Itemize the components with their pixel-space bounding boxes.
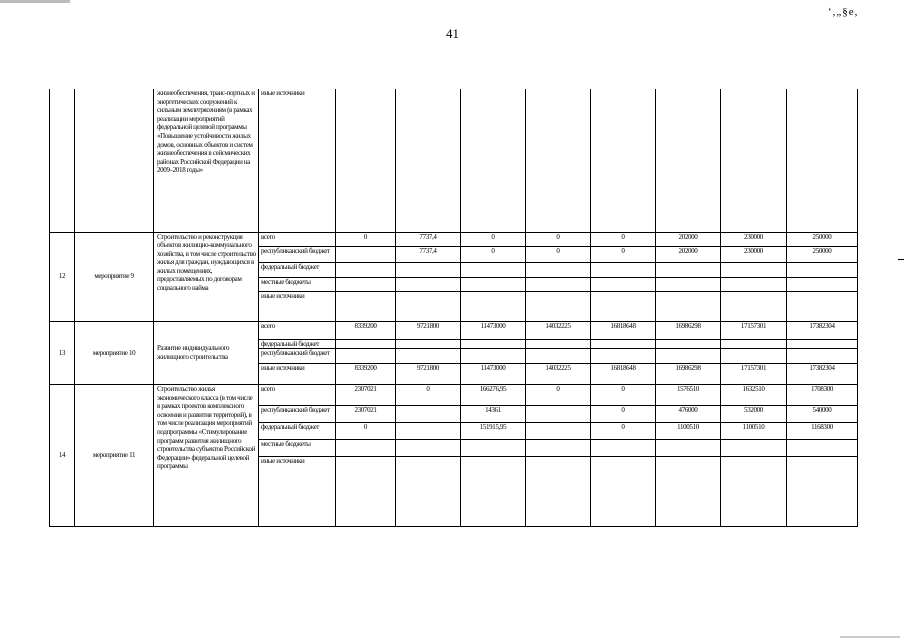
value-cell — [336, 349, 396, 364]
value-cell — [461, 89, 526, 232]
row-number-cell — [50, 89, 75, 232]
funding-source-cell: республиканский бюджет — [259, 246, 336, 262]
value-cell — [526, 89, 591, 232]
value-cell: 17382304 — [787, 321, 858, 339]
value-cell — [591, 349, 656, 364]
event-cell: мероприятие 9 — [75, 232, 154, 321]
value-cell: 9721800 — [396, 321, 461, 339]
value-cell — [526, 339, 591, 349]
value-cell — [526, 277, 591, 291]
description-cell: Строительство жилья экономического класса (в том числе в рамках проектов комплексного освоения и развития территорий), в том числе реализация мероприятий подпрограммы «Стимулирование программ развития жилищного строительства субъектов Российской Федерации» федеральной целевой программы — [154, 385, 259, 527]
value-cell — [396, 440, 461, 457]
value-cell: 11473000 — [461, 364, 526, 385]
description-cell: Развитие индивидуального жилищного строительства — [154, 321, 259, 385]
funding-source-cell: местные бюджеты — [259, 440, 336, 457]
value-cell — [336, 277, 396, 291]
value-cell: 7737,4 — [396, 246, 461, 262]
value-cell — [336, 339, 396, 349]
value-cell — [787, 291, 858, 321]
funding-source-cell: республиканский бюджет — [259, 349, 336, 364]
table-row — [50, 385, 858, 406]
value-cell — [461, 349, 526, 364]
value-cell — [721, 457, 787, 527]
funding-source-cell: федеральный бюджет — [259, 262, 336, 277]
value-cell — [591, 262, 656, 277]
value-cell: 151915,95 — [461, 423, 526, 440]
value-cell: 7737,4 — [396, 232, 461, 246]
value-cell: 476000 — [656, 406, 721, 423]
value-cell — [461, 339, 526, 349]
funding-source-cell: всего — [259, 385, 336, 406]
value-cell — [787, 262, 858, 277]
value-cell: 9721800 — [396, 364, 461, 385]
value-cell — [461, 262, 526, 277]
value-cell: 0 — [336, 423, 396, 440]
funding-source-cell: всего — [259, 232, 336, 246]
row-number-cell: 14 — [50, 385, 75, 527]
value-cell: 0 — [461, 246, 526, 262]
value-cell: 0 — [336, 232, 396, 246]
value-cell — [396, 89, 461, 232]
value-cell: 8339200 — [336, 321, 396, 339]
value-cell — [526, 349, 591, 364]
value-cell: 0 — [396, 385, 461, 406]
funding-source-cell: всего — [259, 321, 336, 339]
value-cell — [656, 89, 721, 232]
value-cell: 0 — [591, 406, 656, 423]
value-cell — [336, 246, 396, 262]
value-cell — [591, 277, 656, 291]
value-cell — [396, 406, 461, 423]
table-row — [50, 89, 858, 232]
value-cell: 11473000 — [461, 321, 526, 339]
scan-smudge-bottom — [840, 636, 900, 638]
value-cell — [591, 339, 656, 349]
value-cell: 230000 — [721, 232, 787, 246]
table-row — [50, 232, 858, 246]
funding-source-cell: иные источники — [259, 364, 336, 385]
value-cell: 0 — [461, 232, 526, 246]
value-cell — [656, 291, 721, 321]
value-cell — [787, 457, 858, 527]
value-cell: 17157301 — [721, 364, 787, 385]
value-cell: 1100510 — [656, 423, 721, 440]
row-number-cell: 12 — [50, 232, 75, 321]
value-cell — [461, 277, 526, 291]
value-cell: 14032225 — [526, 321, 591, 339]
value-cell — [396, 291, 461, 321]
value-cell — [526, 406, 591, 423]
funding-source-cell: иные источники — [259, 89, 336, 232]
value-cell: 0 — [591, 232, 656, 246]
value-cell: 250000 — [787, 232, 858, 246]
value-cell — [656, 339, 721, 349]
value-cell: 0 — [526, 232, 591, 246]
value-cell — [396, 423, 461, 440]
value-cell: 540000 — [787, 406, 858, 423]
value-cell: 14032225 — [526, 364, 591, 385]
margin-dash — [898, 259, 904, 260]
value-cell: 532000 — [721, 406, 787, 423]
value-cell — [396, 349, 461, 364]
funding-source-cell: федеральный бюджет — [259, 339, 336, 349]
value-cell — [721, 291, 787, 321]
value-cell: 2307021 — [336, 406, 396, 423]
value-cell — [656, 440, 721, 457]
value-cell — [721, 339, 787, 349]
value-cell — [721, 277, 787, 291]
value-cell — [656, 262, 721, 277]
value-cell — [591, 440, 656, 457]
page-number: 41 — [446, 26, 459, 41]
value-cell: 202000 — [656, 232, 721, 246]
value-cell — [396, 262, 461, 277]
value-cell: 17157301 — [721, 321, 787, 339]
value-cell — [591, 291, 656, 321]
budget-table — [49, 89, 858, 527]
funding-source-cell: федеральный бюджет — [259, 423, 336, 440]
value-cell — [526, 291, 591, 321]
value-cell: 17382304 — [787, 364, 858, 385]
funding-source-cell: иные источники — [259, 291, 336, 321]
value-cell — [721, 349, 787, 364]
value-cell — [526, 457, 591, 527]
value-cell — [336, 440, 396, 457]
value-cell — [721, 262, 787, 277]
value-cell — [336, 89, 396, 232]
value-cell — [721, 89, 787, 232]
value-cell: 1168300 — [787, 423, 858, 440]
event-cell: мероприятие 11 — [75, 385, 154, 527]
scan-smudge — [0, 0, 70, 3]
value-cell: 1576510 — [656, 385, 721, 406]
value-cell — [787, 89, 858, 232]
value-cell — [336, 262, 396, 277]
value-cell — [461, 291, 526, 321]
value-cell — [461, 440, 526, 457]
funding-source-cell: местные бюджеты — [259, 277, 336, 291]
funding-source-cell: республиканский бюджет — [259, 406, 336, 423]
value-cell — [591, 89, 656, 232]
value-cell: 8339200 — [336, 364, 396, 385]
value-cell — [526, 262, 591, 277]
value-cell: 16986298 — [656, 364, 721, 385]
value-cell — [336, 457, 396, 527]
value-cell — [526, 423, 591, 440]
corner-handwritten-mark: ‘,„§e, — [828, 6, 859, 18]
value-cell: 16818648 — [591, 364, 656, 385]
table-row — [50, 321, 858, 339]
value-cell: 0 — [591, 423, 656, 440]
value-cell — [396, 339, 461, 349]
value-cell: 1100510 — [721, 423, 787, 440]
value-cell: 250000 — [787, 246, 858, 262]
value-cell: 0 — [591, 246, 656, 262]
value-cell: 0 — [526, 385, 591, 406]
value-cell: 16986298 — [656, 321, 721, 339]
description-cell: Строительство и реконструкция объектов жилищно-коммунального хозяйства, в том числе строительство жилья для граждан, нуждающихся в жилых помещениях, предоставляемых по договорам социального найма — [154, 232, 259, 321]
row-number-cell: 13 — [50, 321, 75, 385]
value-cell — [656, 277, 721, 291]
value-cell — [656, 349, 721, 364]
value-cell — [461, 457, 526, 527]
value-cell: 202000 — [656, 246, 721, 262]
value-cell: 2307021 — [336, 385, 396, 406]
value-cell — [396, 277, 461, 291]
value-cell: 0 — [526, 246, 591, 262]
value-cell: 14361 — [461, 406, 526, 423]
description-cell: жизнеобеспечения, транс-портных и энергетических сооружений к сильным землетрясениям (в рамках реализации мероприятий федеральной целевой программы «Повышение устойчивости жилых домов, основных объектов и систем жизнеобеспечения в сейсмических районах Российской Федерации на 2009–2018 годы» — [154, 89, 259, 232]
value-cell: 0 — [591, 385, 656, 406]
value-cell: 166276,95 — [461, 385, 526, 406]
value-cell: 1708300 — [787, 385, 858, 406]
value-cell — [591, 457, 656, 527]
value-cell — [396, 457, 461, 527]
value-cell — [787, 440, 858, 457]
value-cell — [656, 457, 721, 527]
value-cell — [336, 291, 396, 321]
value-cell — [526, 440, 591, 457]
value-cell — [721, 440, 787, 457]
value-cell — [787, 349, 858, 364]
funding-source-cell: иные источники — [259, 457, 336, 527]
event-cell: мероприятие 10 — [75, 321, 154, 385]
value-cell — [787, 277, 858, 291]
value-cell: 230000 — [721, 246, 787, 262]
value-cell — [787, 339, 858, 349]
event-cell — [75, 89, 154, 232]
value-cell: 16818648 — [591, 321, 656, 339]
value-cell: 1632510 — [721, 385, 787, 406]
